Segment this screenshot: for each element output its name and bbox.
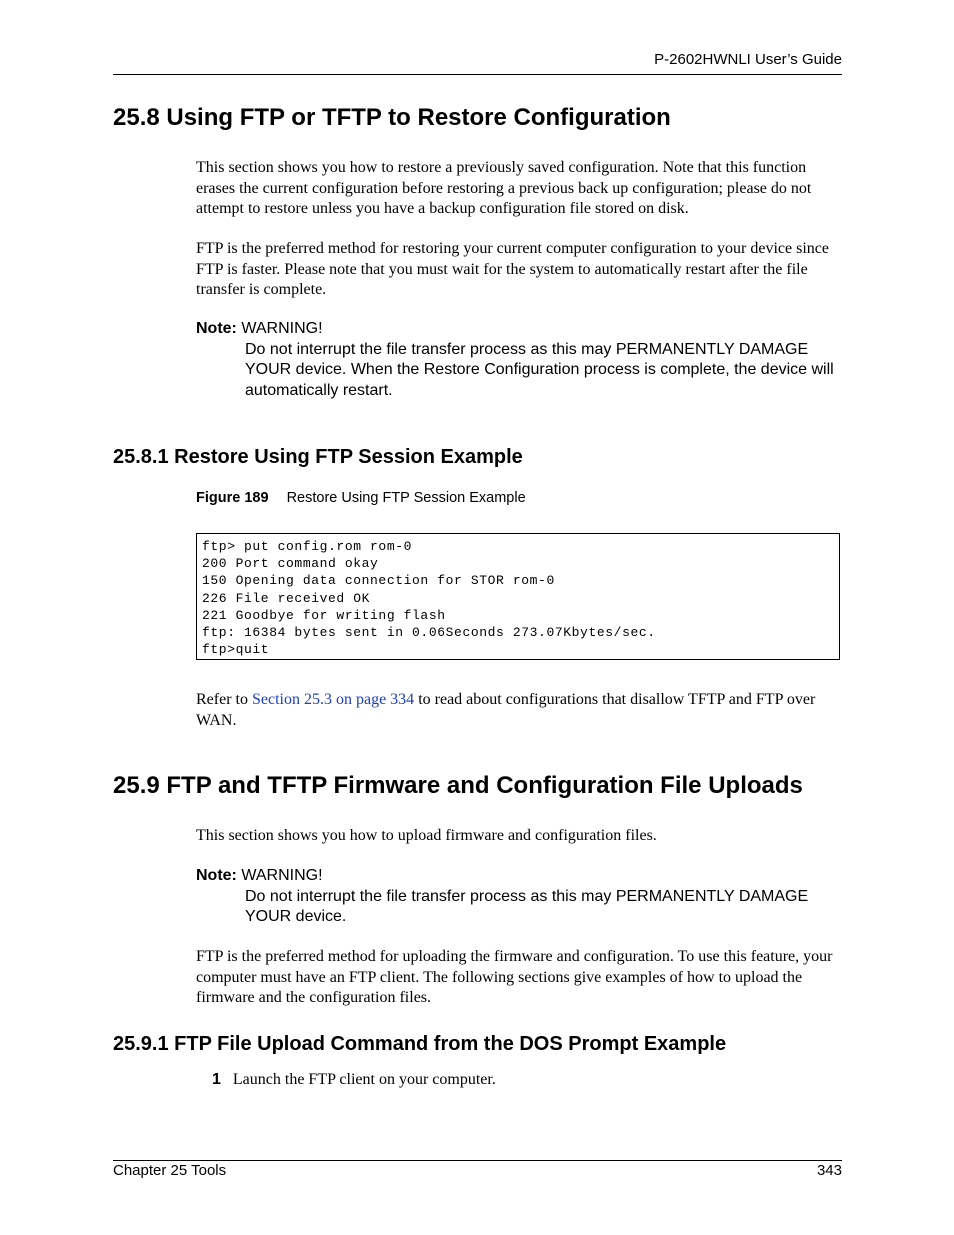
step-text: Launch the FTP client on your computer. (232, 1071, 496, 1088)
footer-chapter: Chapter 25 Tools (113, 1162, 227, 1179)
refer-suffix: to read about configurations that disallow TFTP and FTP over WAN. (196, 691, 816, 729)
refer-paragraph (196, 690, 844, 731)
section-25-8-paragraph-1: This section shows you how to restore a previously saved configuration. Note that this function erases the current configuration before restoring a previous back up configuration; please do not attempt to restore unless you have a backup configuration file stored on disk. (196, 159, 812, 217)
note-warning-text: Do not interrupt the file transfer process as this may PERMANENTLY DAMAGE YOUR device. (245, 887, 809, 925)
code-line: 221 Goodbye for writing flash (202, 607, 446, 623)
note-warning-title: WARNING! (241, 320, 323, 337)
code-line: 226 File received OK (202, 590, 371, 606)
note-label: Note: (196, 320, 237, 337)
section-25-9-paragraph-1: This section shows you how to upload firmware and configuration files. (196, 827, 657, 844)
warning-note-restore (196, 319, 846, 401)
section-25-9-1-heading: 25.9.1 FTP File Upload Command from the DOS Prompt Example (113, 1033, 727, 1055)
refer-prefix: Refer to (196, 691, 252, 708)
figure-title: Restore Using FTP Session Example (286, 490, 526, 506)
code-line: ftp: 16384 bytes sent in 0.06Seconds 273.07Kbytes/sec. (202, 625, 656, 641)
step-item (212, 1071, 496, 1089)
section-25-8-paragraph-2: FTP is the preferred method for restoring your current computer configuration to your device since FTP is faster. Please note that you must wait for the system to automatically restart after the file transfer is complete. (196, 240, 829, 298)
note-warning-title: WARNING! (241, 867, 323, 884)
section-25-3-link[interactable]: Section 25.3 on page 334 (251, 691, 415, 708)
guide-title: P-2602HWNLI User’s Guide (654, 51, 842, 68)
step-number: 1 (212, 1071, 221, 1088)
section-25-9-heading: 25.9 FTP and TFTP Firmware and Configuration File Uploads (113, 772, 803, 799)
section-25-9-paragraph-2: FTP is the preferred method for uploading the firmware and configuration. To use this feature, your computer must have an FTP client. The following sections give examples of how to upload the firmware and the configuration files. (196, 948, 833, 1006)
warning-note-upload (196, 866, 846, 928)
figure-caption (196, 490, 526, 506)
note-warning-text: Do not interrupt the file transfer process as this may PERMANENTLY DAMAGE YOUR device. When the Restore Configuration process is complete, the device will automatically restart. (245, 340, 834, 399)
section-25-8-1-heading: 25.8.1 Restore Using FTP Session Example (113, 446, 523, 468)
footer-page-number: 343 (816, 1162, 842, 1179)
code-line: ftp> put config.rom rom-0 (202, 539, 413, 554)
figure-number: Figure 189 (196, 490, 269, 506)
code-line: 150 Opening data connection for STOR rom-0 (202, 573, 555, 589)
code-line: 200 Port command okay (202, 556, 379, 572)
ftp-session-code-box (196, 533, 840, 660)
section-25-8-heading: 25.8 Using FTP or TFTP to Restore Configuration (113, 104, 671, 131)
header-divider (113, 74, 842, 75)
footer-divider (113, 1160, 842, 1161)
code-line: ftp>quit (202, 642, 270, 658)
note-label: Note: (196, 867, 237, 884)
